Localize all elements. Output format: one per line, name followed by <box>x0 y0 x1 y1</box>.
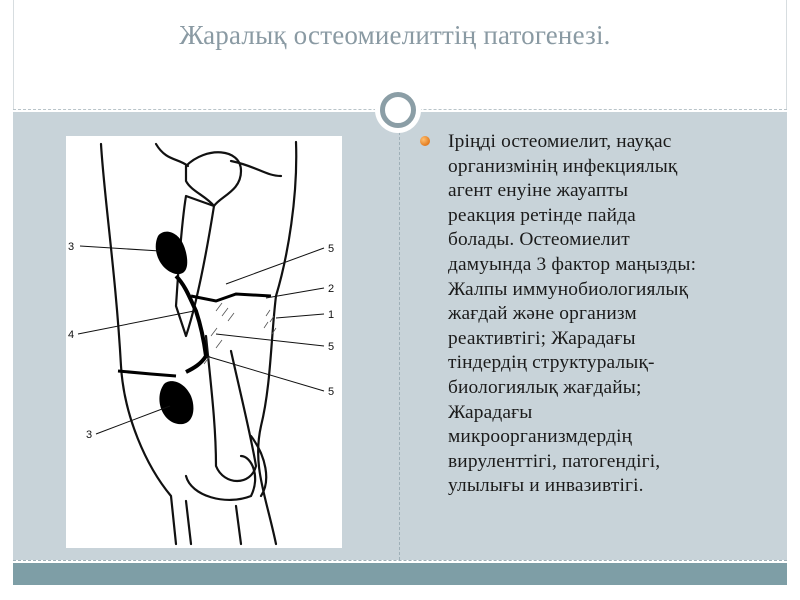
fistula-tract <box>176 276 206 372</box>
leader-5-low <box>206 356 324 391</box>
body-line: Жалпы иммунобиологиялық <box>448 278 689 300</box>
label-5-mid: 5 <box>328 341 335 353</box>
leg-outline-right <box>258 142 296 544</box>
body-line: агент енуіне жауапты <box>448 180 629 202</box>
cortical-defect <box>191 294 271 301</box>
leader-2 <box>266 288 324 298</box>
body-line: реактивтігі; Жарадағы <box>448 327 636 349</box>
label-5-low: 5 <box>328 386 335 398</box>
body-paragraph <box>448 130 778 499</box>
hip-top <box>156 144 188 166</box>
footer-bar <box>13 563 787 585</box>
osteomyelitis-diagram <box>66 136 342 548</box>
body-line: улылығы и инвазивтігі. <box>448 475 644 497</box>
label-5-top: 5 <box>328 243 335 255</box>
knee-joint <box>186 456 255 500</box>
hatching <box>204 303 276 364</box>
body-line: дамуында 3 фактор маңызды: <box>448 253 697 275</box>
body-line: вируленттігі, патогендігі, <box>448 450 661 472</box>
divider-ornament-ring <box>380 92 416 128</box>
body-line: Жарадағы <box>448 401 533 423</box>
leader-4 <box>78 311 194 334</box>
label-1: 1 <box>328 309 335 321</box>
lower-leg <box>186 501 241 544</box>
footer-divider <box>13 560 787 561</box>
body-line: организмінің инфекциялық <box>448 155 678 177</box>
leader-1 <box>276 314 324 318</box>
leader-3-lower <box>96 406 170 434</box>
body-line: Іріңді остеомиелит, науқас <box>448 131 672 152</box>
bullet-icon <box>420 136 430 146</box>
slide-title: Жаралық остеомиелиттің патогенезі. <box>179 20 611 50</box>
leg-outline-left <box>101 144 176 544</box>
footer-margin <box>13 585 787 600</box>
body-line: микроорганизмдердің <box>448 426 633 448</box>
body-line: болады. Остеомиелит <box>448 229 630 251</box>
body-line: жағдай және организм <box>448 303 637 325</box>
label-2: 2 <box>328 283 335 295</box>
abscess-upper <box>156 232 188 274</box>
leader-5-mid <box>216 334 324 346</box>
body-line: тіндердің структуралық- <box>448 352 655 374</box>
hip-curve <box>231 161 281 176</box>
knee-bone-drawing <box>66 136 342 548</box>
body-line: биологиялық жағдайы; <box>448 376 642 398</box>
label-3-lower: 3 <box>86 429 93 441</box>
column-divider <box>399 112 400 560</box>
label-4: 4 <box>68 329 75 341</box>
leader-3-upper <box>80 246 160 251</box>
sinus-left <box>118 371 176 376</box>
leader-5-top <box>226 248 324 284</box>
abscess-lower <box>159 381 193 424</box>
label-3-upper: 3 <box>68 241 75 253</box>
body-line: реакция ретінде пайда <box>448 204 636 226</box>
